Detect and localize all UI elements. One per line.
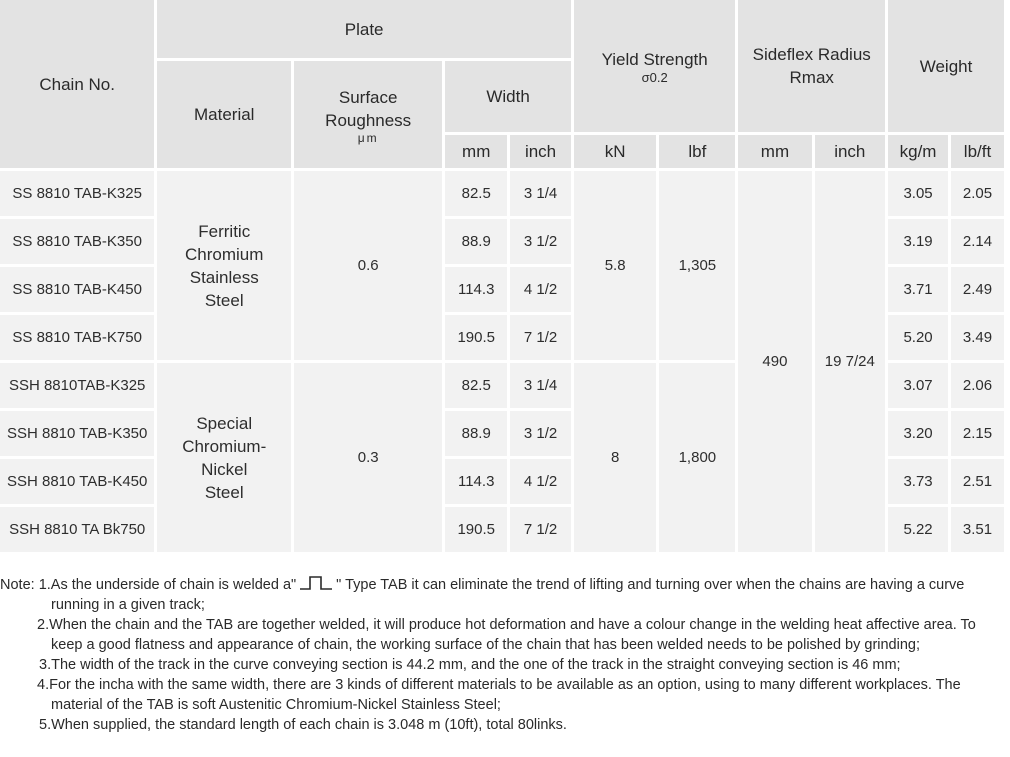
width-mm-cell: 190.5: [445, 507, 507, 552]
material-cell: [157, 171, 291, 360]
note-5: 5.When supplied, the standard length of each chain is 3.048 m (10ft), total 80links.: [39, 717, 567, 733]
material-label: Special Chromium-Nickel Steel: [182, 413, 267, 502]
weight-lbft-cell: 2.15: [951, 411, 1004, 456]
width-inch-cell: 4 1/2: [510, 459, 571, 504]
header-width: Width: [445, 61, 571, 132]
width-mm-cell: 114.3: [445, 267, 507, 312]
chain-no-cell: SSH 8810 TA Bk750: [0, 507, 154, 552]
unit-sideflex-inch: inch: [815, 135, 886, 168]
weight-kgm-cell: 5.20: [888, 315, 948, 360]
note-1-text-a: 1.As the underside of chain is welded a": [38, 577, 297, 593]
header-weight: Weight: [888, 0, 1004, 132]
weight-kgm-cell: 3.71: [888, 267, 948, 312]
header-yield-strength: [574, 0, 735, 132]
width-inch-cell: 3 1/4: [510, 363, 571, 408]
surface-roughness-unit: μm: [357, 130, 379, 145]
header-surface-roughness: [294, 61, 442, 168]
width-inch-cell: 3 1/2: [510, 411, 571, 456]
weight-kgm-cell: 5.22: [888, 507, 948, 552]
weight-lbft-cell: 2.51: [951, 459, 1004, 504]
chain-no-cell: SSH 8810 TAB-K350: [0, 411, 154, 456]
header-plate: Plate: [157, 0, 571, 58]
unit-yield-lbf: lbf: [659, 135, 735, 168]
material-label: Ferritic Chromium Stainless Steel: [185, 221, 264, 310]
chain-no-cell: SS 8810 TAB-K450: [0, 267, 154, 312]
unit-weight-lbft: lb/ft: [951, 135, 1004, 168]
weight-kgm-cell: 3.07: [888, 363, 948, 408]
notes-label: Note:: [0, 577, 35, 593]
yield-lbf-cell: 1,305: [659, 171, 735, 360]
roughness-cell: 0.3: [294, 363, 442, 552]
chain-no-cell: SSH 8810TAB-K325: [0, 363, 154, 408]
width-inch-cell: 7 1/2: [510, 507, 571, 552]
weight-lbft-cell: 2.06: [951, 363, 1004, 408]
unit-width-mm: mm: [445, 135, 507, 168]
width-inch-cell: 7 1/2: [510, 315, 571, 360]
weight-kgm-cell: 3.73: [888, 459, 948, 504]
tab-profile-icon: [299, 576, 333, 590]
header-chain-no: Chain No.: [0, 0, 154, 168]
width-mm-cell: 88.9: [445, 411, 507, 456]
note-2: 2.When the chain and the TAB are together welded, it will produce hot deformation and have a colour change in the welding heat affective area. To: [37, 617, 976, 633]
weight-kgm-cell: 3.19: [888, 219, 948, 264]
note-1: [0, 575, 1010, 595]
width-mm-cell: 82.5: [445, 363, 507, 408]
yield-strength-symbol: σ0.2: [641, 69, 668, 85]
width-inch-cell: 3 1/4: [510, 171, 571, 216]
sideflex-inch-cell: 19 7/24: [815, 171, 886, 552]
weight-lbft-cell: 3.51: [951, 507, 1004, 552]
weight-kgm-cell: 3.20: [888, 411, 948, 456]
unit-sideflex-mm: mm: [738, 135, 811, 168]
chain-no-cell: SS 8810 TAB-K750: [0, 315, 154, 360]
yield-lbf-cell: 1,800: [659, 363, 735, 552]
weight-lbft-cell: 2.05: [951, 171, 1004, 216]
sideflex-radius-symbol: Rmax: [789, 68, 834, 87]
width-mm-cell: 82.5: [445, 171, 507, 216]
notes-section: [0, 575, 1010, 735]
note-4-cont: material of the TAB is soft Austenitic Chromium-Nickel Stainless Steel;: [51, 697, 501, 713]
weight-lbft-cell: 3.49: [951, 315, 1004, 360]
sideflex-mm-cell: 490: [738, 171, 811, 552]
unit-width-inch: inch: [510, 135, 571, 168]
header-material: Material: [157, 61, 291, 168]
yield-kn-cell: 5.8: [574, 171, 656, 360]
width-mm-cell: 114.3: [445, 459, 507, 504]
yield-kn-cell: 8: [574, 363, 656, 552]
sideflex-radius-label: Sideflex Radius: [752, 45, 871, 64]
note-3: 3.The width of the track in the curve conveying section is 44.2 mm, and the one of the track in the straight conveying section is 46 mm;: [39, 657, 901, 673]
unit-weight-kgm: kg/m: [888, 135, 948, 168]
unit-yield-kn: kN: [574, 135, 656, 168]
width-inch-cell: 4 1/2: [510, 267, 571, 312]
width-inch-cell: 3 1/2: [510, 219, 571, 264]
yield-strength-label: Yield Strength: [601, 49, 708, 69]
roughness-cell: 0.6: [294, 171, 442, 360]
chain-no-cell: SS 8810 TAB-K325: [0, 171, 154, 216]
table-row: [0, 171, 1004, 216]
weight-lbft-cell: 2.14: [951, 219, 1004, 264]
note-2-cont: keep a good flatness and appearance of chain, the working surface of the chain that has been welded needs to be polished by grinding;: [51, 637, 920, 653]
weight-kgm-cell: 3.05: [888, 171, 948, 216]
note-4: 4.For the incha with the same width, there are 3 kinds of different materials to be available as an option, using to many different workplaces. The: [37, 677, 961, 693]
note-1-cont: running in a given track;: [51, 597, 205, 613]
chain-no-cell: SSH 8810 TAB-K450: [0, 459, 154, 504]
width-mm-cell: 88.9: [445, 219, 507, 264]
material-cell: [157, 363, 291, 552]
weight-lbft-cell: 2.49: [951, 267, 1004, 312]
note-1-text-b: " Type TAB it can eliminate the trend of lifting and turning over when the chains are having a curve: [336, 577, 965, 593]
chain-no-cell: SS 8810 TAB-K350: [0, 219, 154, 264]
surface-roughness-label: Surface Roughness: [325, 87, 412, 130]
header-sideflex-radius: [738, 0, 885, 132]
width-mm-cell: 190.5: [445, 315, 507, 360]
